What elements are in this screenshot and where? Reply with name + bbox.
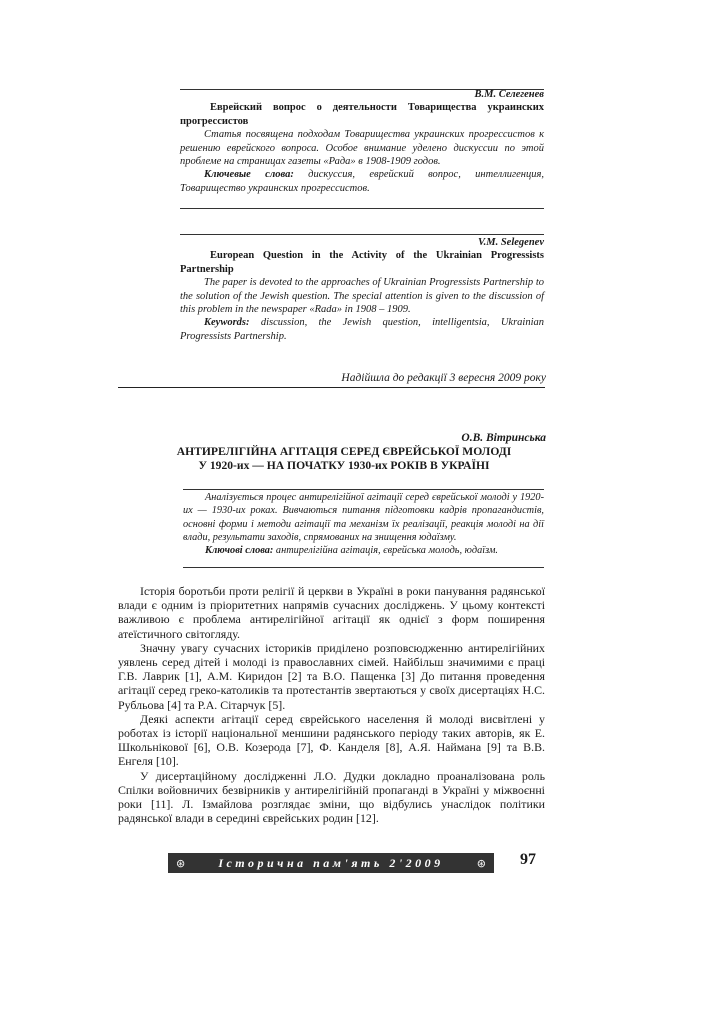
ornament-icon: ⊛ — [476, 856, 486, 870]
article-abstract-text: Аналізується процес антирелігійної агітації серед єврейської молоді у 1920-их — 1930-их роках. Вивчаються питання підготовки кадрів пропагандистів, основні форми і методи агітації та механізм їх реалізації, реакція молоді на дії влади, результати заходів, спрямованих на знищення юдаїзму. — [183, 492, 544, 543]
en-abstract-author: V.M. Selegenev — [477, 237, 544, 248]
english-abstract — [180, 236, 544, 343]
ru-abstract-text: Статья посвящена подходам Товарищества украинских прогрессистов к решению еврейского вопроса. Особое внимание уделено дискуссии по этой проблеме на страницах газеты «Рада» в 1908-1909 годов. — [180, 129, 544, 168]
article-author: О.В. Вітринська — [461, 432, 546, 444]
body-paragraph: У дисертаційному дослідженні Л.О. Дудки докладно проаналізована роль Спілки войовничих безвірників у антирелігійній пропаганді в Україні у міжвоєнні роки [11]. Л. Ізмайлова розглядає зміни, що відбулись унаслідок політики радянської влади в середині єврейських родин [12]. — [118, 768, 545, 826]
article-abstract-rule — [183, 489, 544, 490]
received-note: Надійшла до редакції 3 вересня 2009 року — [341, 372, 546, 384]
article-keywords-value: антирелігійна агітація, єврейська молодь, юдаїзм. — [273, 545, 499, 557]
article-keywords-label: Ключові слова: — [205, 545, 274, 557]
ru-abstract-title: Еврейский вопрос о деятельности Товарищества украинских прогрессистов — [180, 102, 544, 127]
ru-abstract-keywords — [180, 168, 544, 195]
body-paragraph: Деякі аспекти агітації серед єврейського населення й молоді висвітлені у роботах із історії національної меншини радянського періоду таких авторів, як Е. Школьнікової [6], О.В. Козерода [7], Ф. Канделя [8], А.Я. Наймана [9] та В.В. Енгеля [10]. — [118, 711, 545, 769]
ru-keywords-value: дискуссия, еврейский вопрос, интеллигенция, Товарищество украинских прогрессистов. — [180, 169, 544, 194]
section-divider — [118, 387, 545, 388]
article-abstract-bottom-rule — [183, 567, 544, 568]
en-abstract-title: European Question in the Activity of the Ukrainian Progressists Partnership — [180, 250, 544, 275]
journal-title: Історична пам'ять 2'2009 — [218, 855, 444, 870]
bottom-rule-ru — [180, 208, 544, 209]
en-abstract-text: The paper is devoted to the approaches of Ukrainian Progressists Partnership to the solution of the Jewish question. The special attention is given to the discussion of this problem in the newspaper «Rada» in 1908 – 1909. — [180, 277, 544, 316]
journal-footer-bar — [168, 853, 494, 873]
en-keywords-label: Keywords: — [204, 317, 250, 329]
article-abstract — [183, 491, 544, 557]
body-paragraph: Значну увагу сучасних істориків приділено розповсюдженню антирелігійних уявлень серед дітей і молоді із православних сімей. Найбільш значимими є праці Г.В. Лаврик [1], А.М. Киридон [2] та В.О. Пащенка [3] До питання проведення агітації серед греко-католиків та протестантів звертаються у своїх дисертаціях Н.С. Рубльова [4] та Р.А. Сітарчук [5]. — [118, 640, 545, 712]
en-abstract-keywords — [180, 316, 544, 343]
article-title — [140, 445, 548, 473]
top-rule-en — [180, 234, 544, 235]
article-title-line-1: АНТИРЕЛІГІЙНА АГІТАЦІЯ СЕРЕД ЄВРЕЙСЬКОЇ МОЛОДІ — [176, 445, 512, 458]
en-keywords-value: discussion, the Jewish question, intelligentsia, Ukrainian Progressists Partnership. — [180, 317, 544, 342]
russian-abstract — [180, 88, 544, 195]
article-title-line-2: У 1920-их — НА ПОЧАТКУ 1930-их РОКІВ В УКРАЇНІ — [198, 459, 490, 472]
ru-abstract-author: В.М. Селегенев — [474, 89, 544, 100]
page-number: 97 — [520, 851, 536, 868]
ru-keywords-label: Ключевые слова: — [204, 169, 294, 181]
article-body — [118, 584, 545, 825]
body-paragraph: Історія боротьби проти релігії й церкви в Україні в роки панування радянської влади є одним із пріоритетних напрямів сучасних досліджень. У цьому контексті важливою є проблема антирелігійної агітації як однієї з форм поширення атеїстичного світогляду. — [118, 584, 545, 641]
ornament-icon: ⊛ — [176, 856, 186, 870]
article-keywords — [183, 544, 544, 557]
